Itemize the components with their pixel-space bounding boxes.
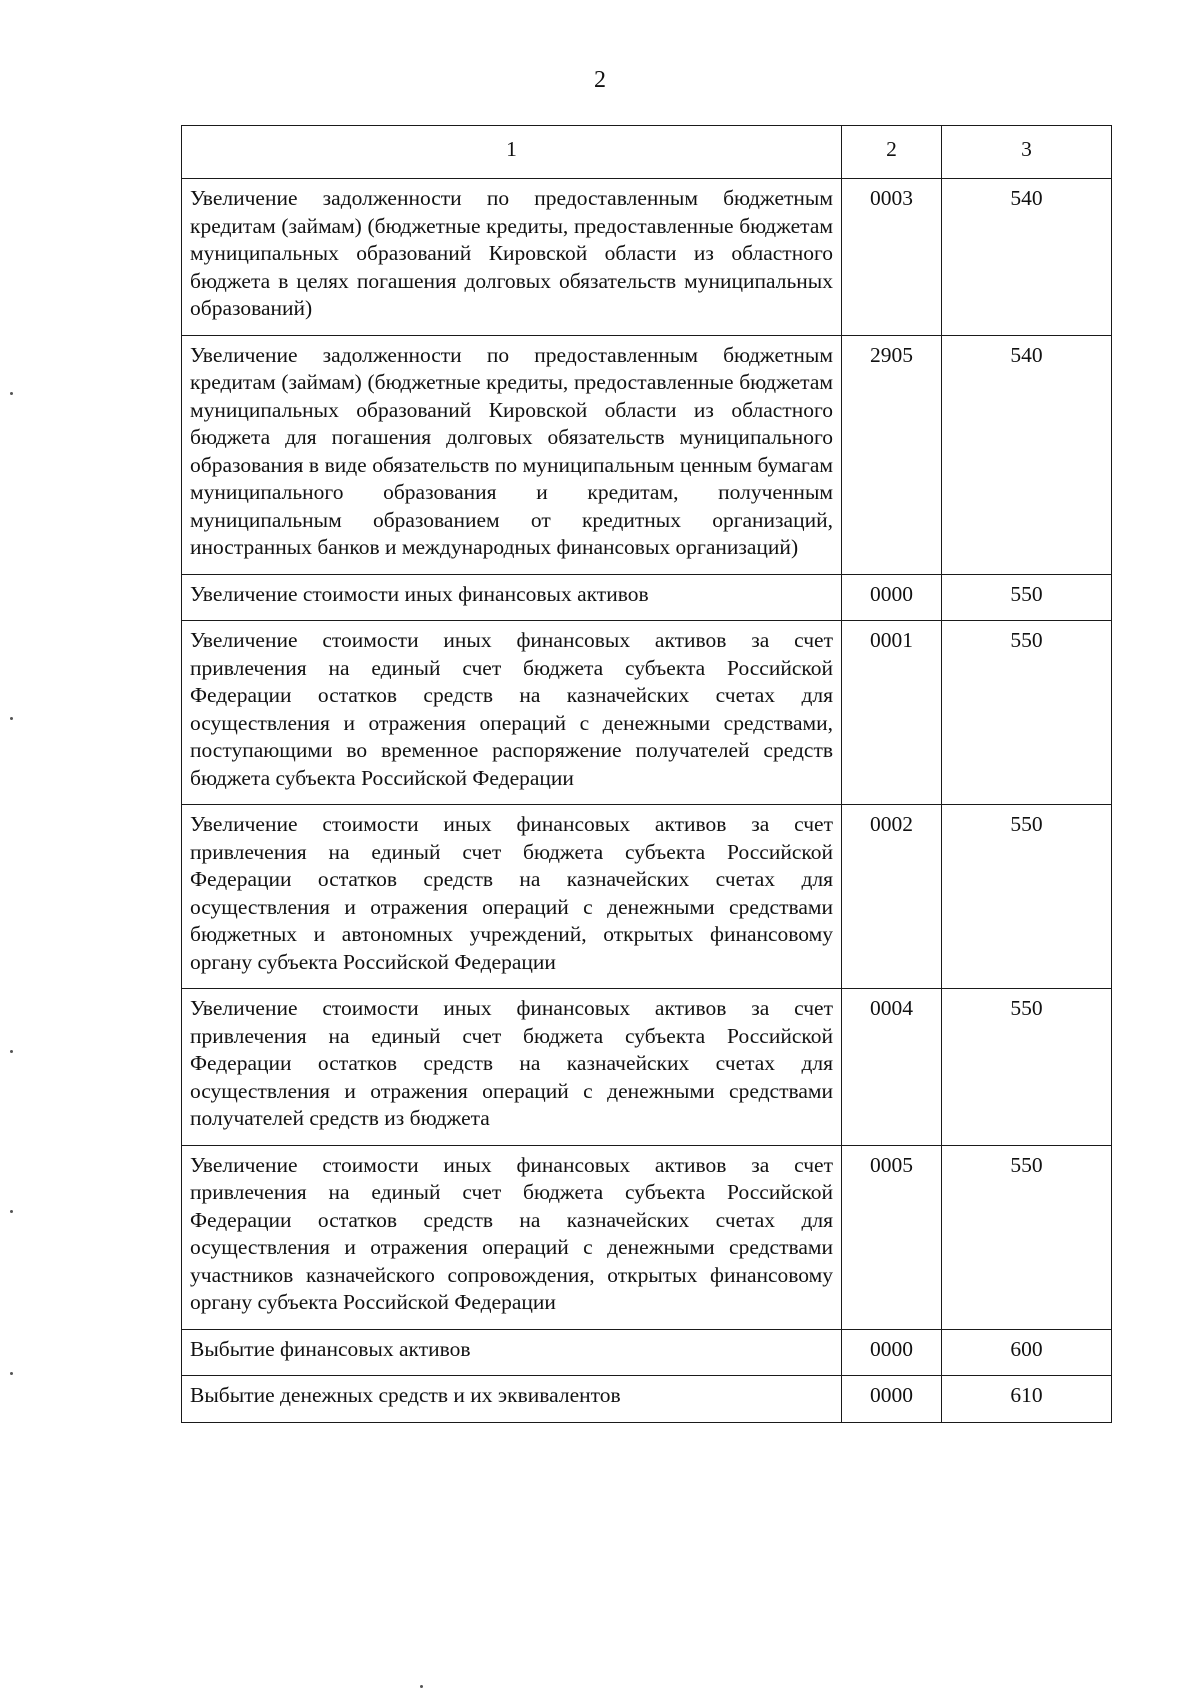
row-code: 0003 [842,179,942,336]
row-description: Увеличение стоимости иных финансовых активов за счет привлечения на единый счет бюджета субъекта Российской Федерации остатков средств на казначейских счетах для осуществления и отражения операций с денежными средствами бюджетных и автономных учреждений, открытых финансовому органу субъекта Российской Федерации [182,805,842,989]
scan-dot [10,1372,13,1375]
scan-dot [10,392,13,395]
column-header-3: 3 [942,126,1112,179]
column-header-1: 1 [182,126,842,179]
row-code: 0000 [842,1376,942,1423]
table-row [182,1376,1112,1423]
row-number: 610 [942,1376,1112,1423]
row-description: Увеличение задолженности по предоставленным бюджетным кредитам (займам) (бюджетные кредиты, предоставленные бюджетам муниципальных образований Кировской области из областного бюджета для погашения долговых обязательств муниципального образования в виде обязательств по муниципальным ценным бумагам муниципального образования и кредитам, полученным муниципальным образованием от кредитных организаций, иностранных банков и международных финансовых организаций) [182,335,842,574]
row-code: 0004 [842,989,942,1146]
scan-dot [420,1685,423,1688]
row-description: Увеличение стоимости иных финансовых активов за счет привлечения на единый счет бюджета субъекта Российской Федерации остатков средств на казначейских счетах для осуществления и отражения операций с денежными средствами получателей средств из бюджета [182,989,842,1146]
row-number: 540 [942,179,1112,336]
row-number: 550 [942,989,1112,1146]
table-row [182,805,1112,989]
table-row [182,1329,1112,1376]
row-description: Выбытие денежных средств и их эквивалентов [182,1376,842,1423]
budget-classification-table [181,125,1112,1423]
row-description: Увеличение задолженности по предоставленным бюджетным кредитам (займам) (бюджетные кредиты, предоставленные бюджетам муниципальных образований Кировской области из областного бюджета в целях погашения долговых обязательств муниципальных образований) [182,179,842,336]
page-number: 2 [594,67,606,93]
table-row [182,574,1112,621]
table-row [182,335,1112,574]
table-row [182,1145,1112,1329]
scan-dot [10,1210,13,1213]
table-row [182,621,1112,805]
scan-dot [10,1050,13,1053]
row-number: 600 [942,1329,1112,1376]
table-header-row [182,126,1112,179]
row-number: 550 [942,805,1112,989]
row-description: Увеличение стоимости иных финансовых активов за счет привлечения на единый счет бюджета субъекта Российской Федерации остатков средств на казначейских счетах для осуществления и отражения операций с денежными средствами участников казначейского сопровождения, открытых финансовому органу субъекта Российской Федерации [182,1145,842,1329]
row-description: Выбытие финансовых активов [182,1329,842,1376]
row-code: 0001 [842,621,942,805]
table-row [182,989,1112,1146]
column-header-2: 2 [842,126,942,179]
row-number: 550 [942,1145,1112,1329]
row-description: Увеличение стоимости иных финансовых активов за счет привлечения на единый счет бюджета субъекта Российской Федерации остатков средств на казначейских счетах для осуществления и отражения операций с денежными средствами, поступающими во временное распоряжение получателей средств бюджета субъекта Российской Федерации [182,621,842,805]
row-code: 0000 [842,1329,942,1376]
row-description: Увеличение стоимости иных финансовых активов [182,574,842,621]
row-code: 0000 [842,574,942,621]
scan-dot [10,717,13,720]
row-number: 550 [942,621,1112,805]
row-number: 550 [942,574,1112,621]
table-row [182,179,1112,336]
row-code: 2905 [842,335,942,574]
row-code: 0002 [842,805,942,989]
row-code: 0005 [842,1145,942,1329]
row-number: 540 [942,335,1112,574]
